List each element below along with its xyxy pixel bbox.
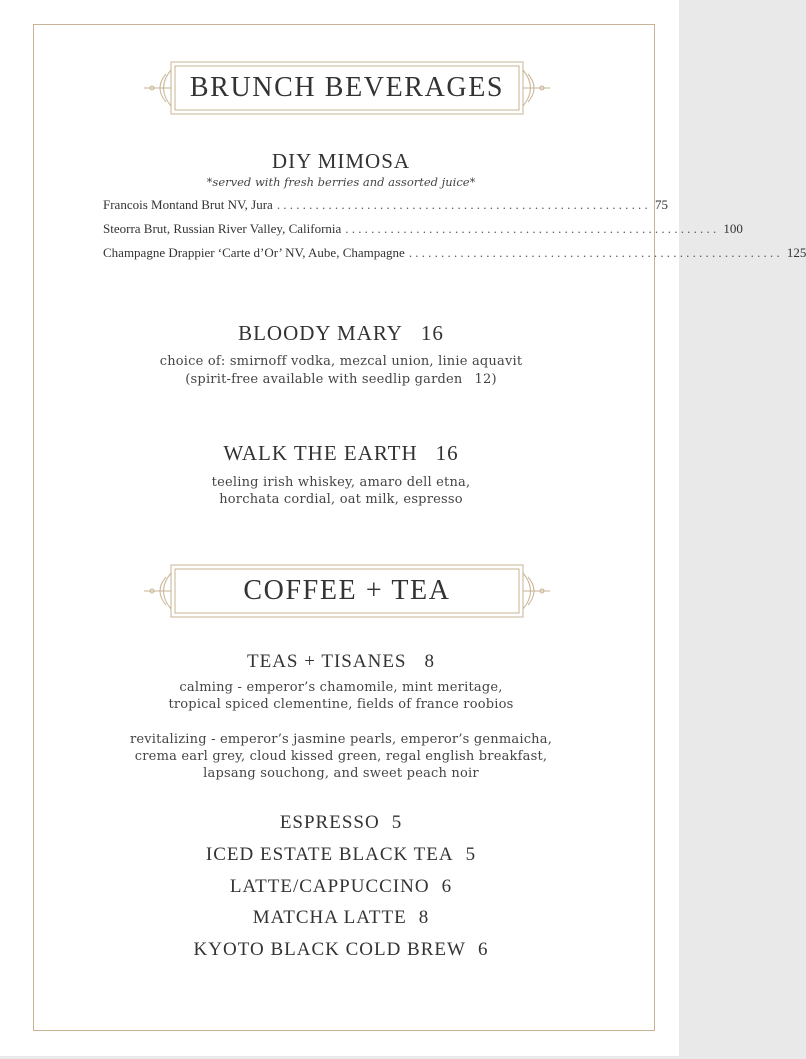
bloody-mary-spirit-free xyxy=(0,371,682,389)
teas-calming-1: calming - emperor’s chamomile, mint meritage, xyxy=(179,680,503,695)
coffee-item xyxy=(0,844,682,866)
wine-name: Champagne Drappier ‘Carte d’Or’ NV, Aube, Champagne xyxy=(103,245,405,260)
wine-price: 125 xyxy=(786,245,806,260)
coffee-item xyxy=(0,939,682,961)
coffee-item xyxy=(0,812,682,834)
coffee-item-name: LATTE/CAPPUCCINO xyxy=(229,876,430,897)
leader-dots: .......................................................... xyxy=(408,245,783,260)
teas-revitalizing-1: revitalizing - emperor’s jasmine pearls, emperor’s genmaicha, xyxy=(129,732,553,747)
mimosa-note: *served with fresh berries and assorted juice* xyxy=(206,175,476,189)
wine-price: 75 xyxy=(654,197,668,212)
walk-the-earth-desc-1: teeling irish whiskey, amaro dell etna, xyxy=(211,475,471,490)
bloody-mary-title: BLOODY MARY xyxy=(238,321,403,345)
wine-row xyxy=(103,221,743,239)
section-title-coffee: COFFEE + TEA xyxy=(243,575,451,606)
teas-heading xyxy=(0,651,682,673)
coffee-item-price: 5 xyxy=(465,844,477,865)
coffee-item-price: 8 xyxy=(418,907,430,928)
wine-row xyxy=(103,245,806,263)
walk-the-earth-title: WALK THE EARTH xyxy=(223,441,418,465)
bloody-mary-price: 16 xyxy=(420,321,444,345)
coffee-item xyxy=(0,907,682,929)
brunch-beverages-banner xyxy=(144,60,550,116)
coffee-item-name: ICED ESTATE BLACK TEA xyxy=(205,844,454,865)
walk-the-earth-heading xyxy=(0,441,682,466)
coffee-item-name: KYOTO BLACK COLD BREW xyxy=(193,939,466,960)
spirit-free-price: 12) xyxy=(474,372,497,387)
coffee-tea-banner xyxy=(144,563,550,619)
leader-dots: .......................................................... xyxy=(276,197,651,212)
coffee-item-price: 6 xyxy=(441,876,453,897)
coffee-item xyxy=(0,876,682,898)
leader-dots: .......................................................... xyxy=(345,221,720,236)
teas-calming-2: tropical spiced clementine, fields of france roobios xyxy=(168,697,514,712)
coffee-item-price: 5 xyxy=(391,812,403,833)
teas-revitalizing-2: crema earl grey, cloud kissed green, regal english breakfast, xyxy=(134,749,548,764)
coffee-item-name: ESPRESSO xyxy=(279,812,380,833)
walk-the-earth-desc-2: horchata cordial, oat milk, espresso xyxy=(219,492,463,507)
walk-the-earth-price: 16 xyxy=(435,441,459,465)
wine-name: Francois Montand Brut NV, Jura xyxy=(103,197,273,212)
teas-revitalizing-3: lapsang souchong, and sweet peach noir xyxy=(203,766,479,781)
teas-price: 8 xyxy=(424,651,435,672)
wine-name: Steorra Brut, Russian River Valley, California xyxy=(103,221,342,236)
spirit-free-text: (spirit-free available with seedlip garden xyxy=(185,372,463,387)
mimosa-title: DIY MIMOSA xyxy=(271,149,411,173)
coffee-item-name: MATCHA LATTE xyxy=(252,907,407,928)
teas-title: TEAS + TISANES xyxy=(247,651,407,672)
wine-price: 100 xyxy=(723,221,743,236)
wine-row xyxy=(103,197,668,215)
section-title-brunch: BRUNCH BEVERAGES xyxy=(189,72,505,103)
bloody-mary-desc: choice of: smirnoff vodka, mezcal union, linie aquavit xyxy=(159,354,523,369)
bloody-mary-heading xyxy=(0,321,682,346)
coffee-item-price: 6 xyxy=(477,939,489,960)
